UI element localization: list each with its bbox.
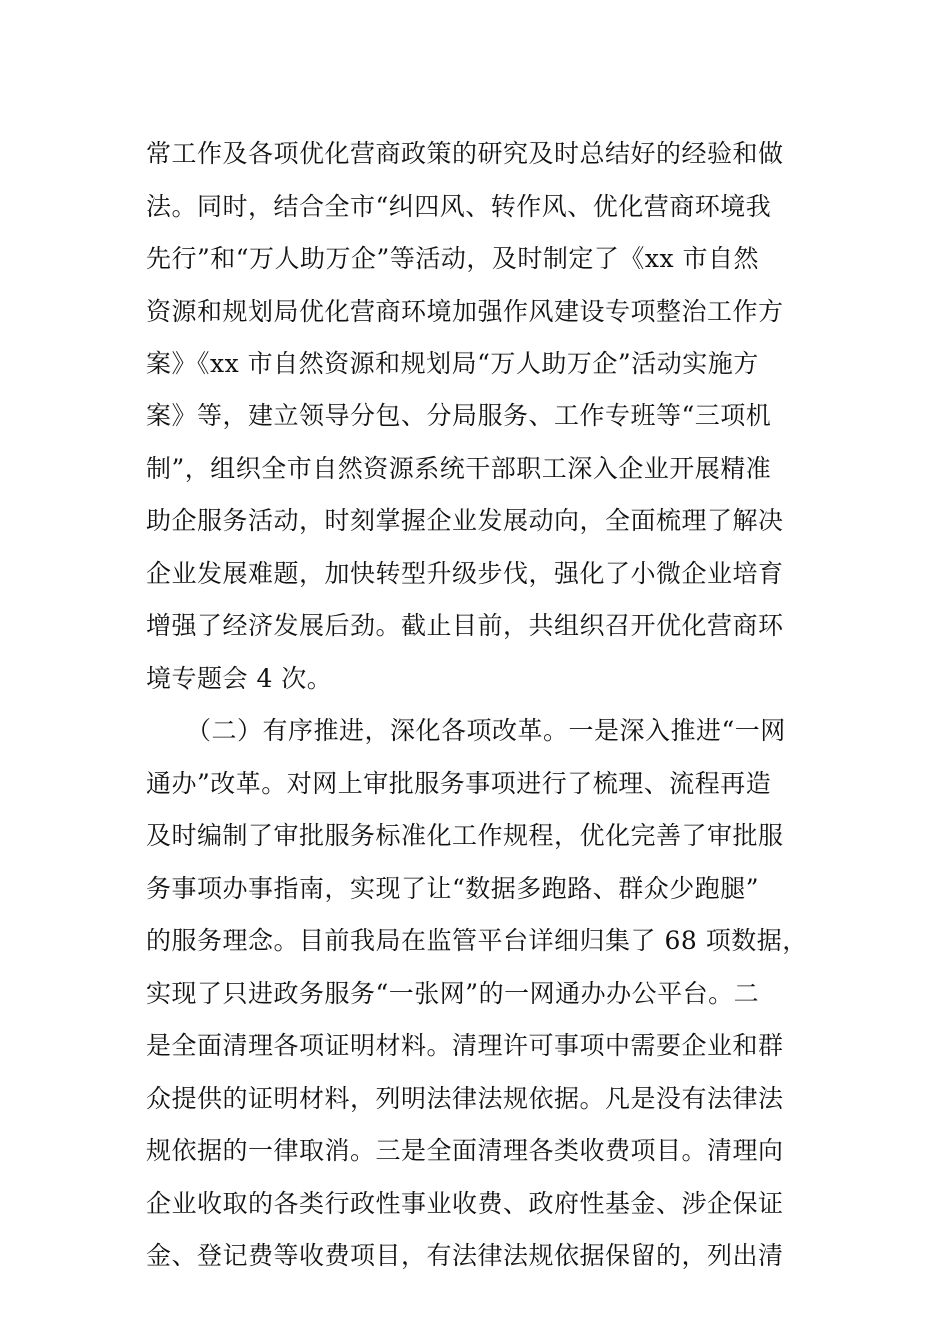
- text-line-9: 企业发展难题，加快转型升级步伐，强化了小微企业培育: [146, 559, 784, 588]
- text-line-6: 案》等，建立领导分包、分局服务、工作专班等“三项机: [146, 401, 772, 430]
- text-line-15: 务事项办事指南，实现了让“数据多跑路、群众少跑腿”: [146, 874, 760, 903]
- text-line-14: 及时编制了审批服务标准化工作规程，优化完善了审批服: [146, 821, 784, 850]
- text-line-7: 制”，组织全市自然资源系统干部职工深入企业开展精准: [146, 454, 772, 483]
- text-line-13: 通办”改革。对网上审批服务事项进行了梳理、流程再造: [146, 769, 772, 798]
- text-line-22: 金、登记费等收费项目，有法律法规依据保留的，列出清: [146, 1241, 784, 1270]
- text-line-21: 企业收取的各类行政性事业收费、政府性基金、涉企保证: [146, 1189, 784, 1218]
- text-line-18: 是全面清理各项证明材料。清理许可事项中需要企业和群: [146, 1031, 784, 1060]
- text-line-16: 的服务理念。目前我局在监管平台详细归集了 68 项数据，: [146, 926, 808, 955]
- text-line-1: 常工作及各项优化营商政策的研究及时总结好的经验和做: [146, 139, 784, 168]
- section-heading-line: （二）有序推进，深化各项改革。一是深入推进“一网: [186, 716, 786, 745]
- text-line-3: 先行”和“万人助万企”等活动，及时制定了《xx 市自然: [146, 244, 759, 273]
- text-line-4: 资源和规划局优化营商环境加强作风建设专项整治工作方: [146, 297, 784, 326]
- text-line-2: 法。同时，结合全市“纠四风、转作风、优化营商环境我: [146, 192, 772, 221]
- text-line-5: 案》《xx 市自然资源和规划局“万人助万企”活动实施方: [146, 349, 759, 378]
- text-line-17: 实现了只进政务服务“一张网”的一网通办办公平台。二: [146, 979, 760, 1008]
- text-line-10: 增强了经济发展后劲。截止目前，共组织召开优化营商环: [146, 611, 784, 640]
- text-line-11: 境专题会 4 次。: [146, 664, 333, 693]
- text-line-8: 助企服务活动，时刻掌握企业发展动向，全面梳理了解决: [146, 506, 784, 535]
- text-line-20: 规依据的一律取消。三是全面清理各类收费项目。清理向: [146, 1136, 784, 1165]
- text-line-19: 众提供的证明材料，列明法律法规依据。凡是没有法律法: [146, 1084, 784, 1113]
